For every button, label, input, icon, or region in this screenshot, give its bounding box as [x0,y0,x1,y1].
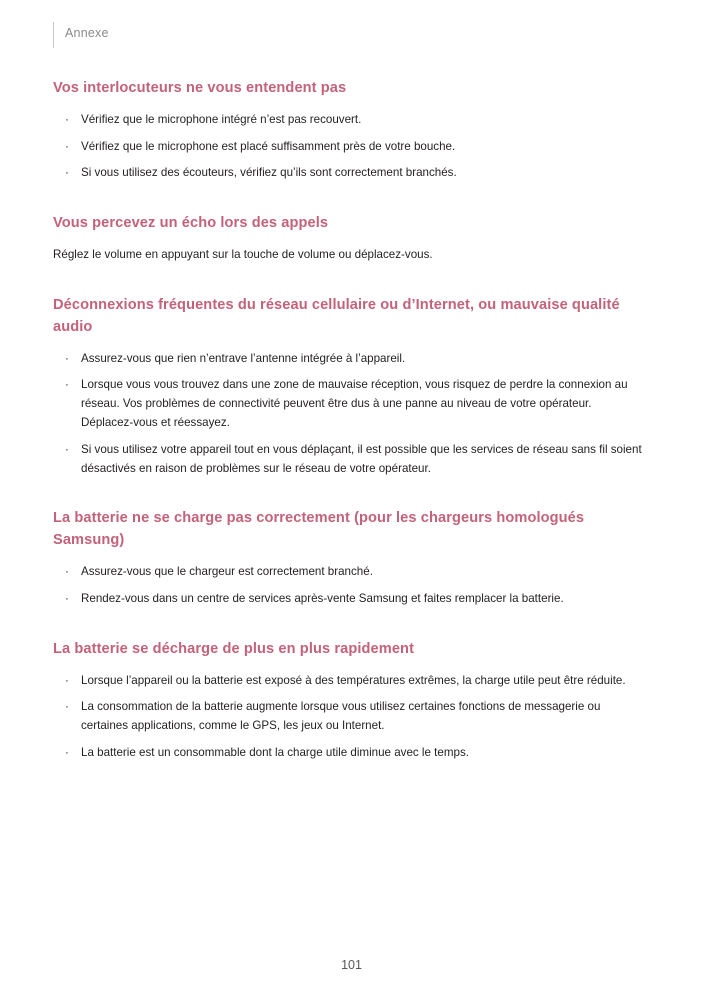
page-header [53,22,653,50]
list-item [53,441,645,479]
section-3 [53,508,645,608]
section-spacer [53,609,645,639]
bullet-dot: · [65,565,69,579]
list-item [53,744,645,763]
list-item-text: Assurez-vous que rien n’entrave l’antenne intégrée à l’appareil. [81,351,406,365]
bullet-dot: · [65,745,69,759]
list-item-text: La batterie est un consommable dont la charge utile diminue avec le temps. [81,745,469,759]
section-4 [53,639,645,763]
list-item-text: Lorsque l’appareil ou la batterie est exposé à des températures extrêmes, la charge utile peut être réduite. [81,673,626,687]
list-item [53,590,645,609]
list-item [53,350,645,369]
list-item [53,111,645,130]
bullet-dot: · [65,112,69,126]
list-item [53,164,645,183]
list-item-text: Rendez-vous dans un centre de services après-vente Samsung et faites remplacer la batterie. [81,591,564,605]
list-item-text: Assurez-vous que le chargeur est correctement branché. [81,565,373,579]
section-1 [53,213,645,265]
section-heading: Vous percevez un écho lors des appels [53,215,329,232]
bullet-dot: · [65,378,69,392]
section-paragraph: Réglez le volume en appuyant sur la touche de volume ou déplacez-vous. [53,248,433,262]
header-divider [53,22,54,48]
section-bullet-list [53,672,645,763]
bullet-dot: · [65,700,69,714]
section-bullet-list [53,350,645,479]
list-item-text: Lorsque vous vous trouvez dans une zone de mauvaise réception, vous risquez de perdre la connexion au réseau. Vos problèmes de connectivité peuvent être dus à une panne au niveau de votre opérateur. Déplacez-vous et réessayez. [81,378,628,430]
list-item-text: La consommation de la batterie augmente lorsque vous utilisez certaines fonctions de messagerie ou certaines applications, comme le GPS, les jeux ou Internet. [81,700,601,733]
list-item [53,698,645,736]
bullet-dot: · [65,591,69,605]
list-item [53,138,645,157]
page-number: 101 [341,958,362,972]
section-spacer [53,265,645,295]
header-title: Annexe [65,26,109,40]
bullet-dot: · [65,351,69,365]
list-item-text: Vérifiez que le microphone est placé suffisamment près de votre bouche. [81,139,456,153]
page-footer [0,958,703,972]
list-item-text: Si vous utilisez votre appareil tout en vous déplaçant, il est possible que les services de réseau sans fil soient désactivés en raison de problèmes sur le réseau de votre opérateur. [81,442,642,475]
section-heading: La batterie ne se charge pas correctement (pour les chargeurs homologués Samsung) [53,510,585,549]
page-content [53,78,645,763]
list-item-text: Si vous utilisez des écouteurs, vérifiez qu’ils sont correctement branchés. [81,166,457,180]
section-heading: La batterie se décharge de plus en plus rapidement [53,640,415,657]
section-heading: Déconnexions fréquentes du réseau cellulaire ou d’Internet, ou mauvaise qualité audio [53,296,620,335]
section-heading: Vos interlocuteurs ne vous entendent pas [53,80,347,96]
list-item [53,376,645,432]
bullet-dot: · [65,166,69,180]
bullet-dot: · [65,673,69,687]
list-item [53,563,645,582]
section-spacer [53,183,645,213]
section-spacer [53,478,645,508]
section-bullet-list [53,111,645,183]
list-item-text: Vérifiez que le microphone intégré n’est pas recouvert. [81,112,362,126]
section-2 [53,295,645,478]
list-item [53,672,645,691]
section-0 [53,78,645,183]
bullet-dot: · [65,139,69,153]
bullet-dot: · [65,442,69,456]
section-bullet-list [53,563,645,609]
